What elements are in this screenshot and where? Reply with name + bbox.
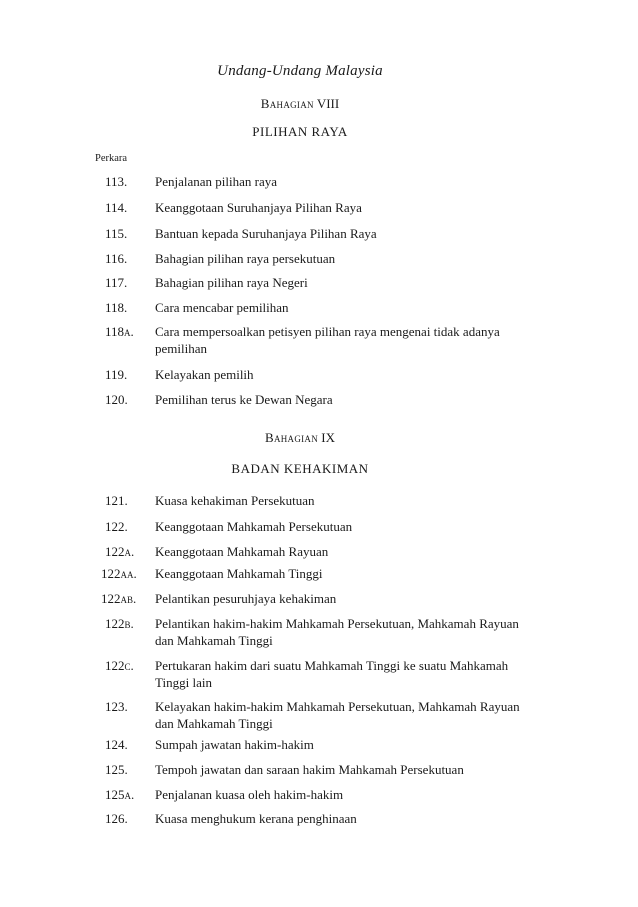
article-title: Bahagian pilihan raya Negeri [155,275,308,290]
article-number: 123. [105,699,128,714]
article-title: Kuasa kehakiman Persekutuan [155,493,315,508]
article-title: Pelantikan pesuruhjaya kehakiman [155,591,337,606]
article-title: Pemilihan terus ke Dewan Negara [155,392,333,407]
article-number: 120. [105,392,128,407]
running-title: Undang-Undang Malaysia [217,63,383,79]
article-number: 122a. [105,544,135,559]
article-title: Tempoh jawatan dan saraan hakim Mahkamah Persekutuan [155,762,464,777]
article-title: Kelayakan hakim-hakim Mahkamah Persekutuan, Mahkamah Rayuan dan Mahkamah Tinggi [155,699,520,731]
article-number: 117. [105,275,128,290]
part-ix-numeral: IX [321,430,336,445]
article-title: Kelayakan pemilih [155,367,254,382]
part-ix-title: BADAN KEHAKIMAN [231,461,369,476]
article-number: 115. [105,226,128,241]
column-label-perkara: Perkara [95,153,128,164]
part-viii-title: PILIHAN RAYA [252,124,348,139]
part-viii-heading [0,96,600,112]
article-title: Keanggotaan Mahkamah Tinggi [155,566,323,581]
article-title: Penjalanan pilihan raya [155,174,278,189]
article-number: 122b. [105,616,134,631]
part-viii-numeral: VIII [316,96,340,111]
article-number: 119. [105,367,128,382]
article-number: 116. [105,251,128,266]
article-number: 118. [105,300,128,315]
article-number: 122ab. [101,591,137,606]
article-number: 125. [105,762,128,777]
article-number: 125a. [105,787,135,802]
article-number: 126. [105,811,128,826]
article-number: 122. [105,519,128,534]
article-number: 113. [105,174,128,189]
article-title: Sumpah jawatan hakim-hakim [155,737,314,752]
article-title: Keanggotaan Mahkamah Persekutuan [155,519,353,534]
article-title: Penjalanan kuasa oleh hakim-hakim [155,787,344,802]
article-title: Kuasa menghukum kerana penghinaan [155,811,357,826]
article-number: 114. [105,200,128,215]
article-title: Cara mempersoalkan petisyen pilihan raya mengenai tidak adanya pemilihan [155,324,500,356]
article-number: 121. [105,493,128,508]
part-ix-word: Bahagian [264,430,319,445]
article-number: 124. [105,737,128,752]
article-title: Bahagian pilihan raya persekutuan [155,251,336,266]
article-title: Pelantikan hakim-hakim Mahkamah Persekutuan, Mahkamah Rayuan dan Mahkamah Tinggi [155,616,519,648]
article-title: Cara mencabar pemilihan [155,300,289,315]
article-title: Keanggotaan Mahkamah Rayuan [155,544,329,559]
article-title: Keanggotaan Suruhanjaya Pilihan Raya [155,200,362,215]
article-title: Pertukaran hakim dari suatu Mahkamah Tinggi ke suatu Mahkamah Tinggi lain [155,658,509,690]
part-viii-word: Bahagian [260,96,314,111]
part-ix-heading [0,430,600,446]
article-number: 122c. [105,658,134,673]
article-number: 122aa. [101,566,137,581]
article-title: Bantuan kepada Suruhanjaya Pilihan Raya [155,226,377,241]
article-number: 118a. [105,324,134,339]
